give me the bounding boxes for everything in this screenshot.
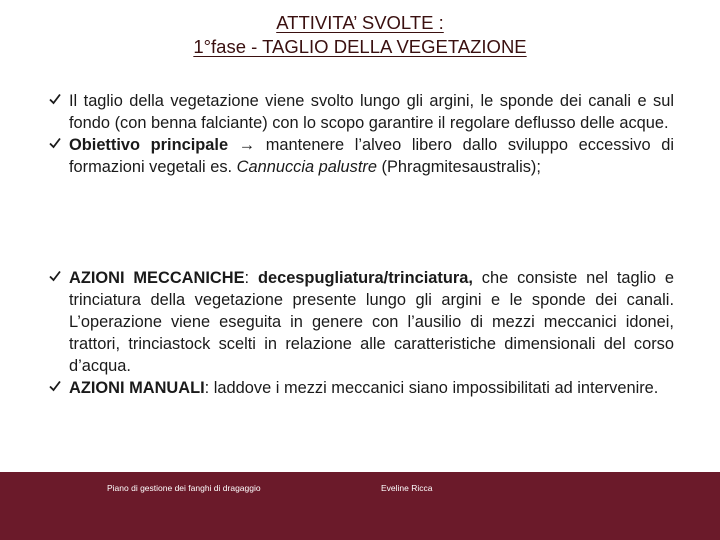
check-icon <box>48 134 64 156</box>
bullet-text: che consiste nel taglio e trinciatura della vegetazione presente lungo gli argini e le sponde dei canali. L’operazione viene eseguita in genere con l’ausilio di mezzi meccanici idonei, trattori, trinciastock scelti in relazione alle caratteristiche dimensionali del corso d’acqua. <box>69 269 674 375</box>
check-icon <box>48 267 64 289</box>
bullet-bold: decespugliatura/trinciatura, <box>257 269 473 287</box>
bullet-item <box>48 267 674 377</box>
bullet-item <box>48 90 674 134</box>
footer-left-text: Piano di gestione dei fanghi di dragaggio <box>107 483 261 493</box>
title-line-1: ATTIVITA’ SVOLTE : <box>276 12 444 33</box>
slide-title <box>0 11 720 59</box>
bullet-italic: Cannuccia palustre <box>236 158 377 176</box>
bullet-separator: : <box>244 269 250 287</box>
bullet-text: (Phragmitesaustralis); <box>381 158 541 176</box>
bullet-item <box>48 377 674 399</box>
footer-right-text: Eveline Ricca <box>381 483 433 493</box>
bullet-item <box>48 134 674 178</box>
bullet-text: : laddove i mezzi meccanici siano impossibilitati ad intervenire. <box>204 379 659 397</box>
bullet-bold: AZIONI MANUALI <box>69 379 205 397</box>
bullet-group-1 <box>48 90 674 178</box>
bullet-bold: AZIONI MECCANICHE <box>69 269 245 287</box>
arrow-icon: → <box>238 136 256 154</box>
bullet-text: mantenere l’alveo libero dallo sviluppo eccessivo di formazioni vegetali es. <box>69 136 674 176</box>
bullet-text: Il taglio della vegetazione viene svolto lungo gli argini, le sponde dei canali e sul fondo (con benna falciante) con lo scopo garantire il regolare deflusso delle acque. <box>69 92 674 132</box>
bullet-group-2 <box>48 267 674 399</box>
bullet-bold: Obiettivo principale <box>69 136 229 154</box>
title-line-2: 1°fase - TAGLIO DELLA VEGETAZIONE <box>193 36 527 57</box>
check-icon <box>48 377 64 399</box>
check-icon <box>48 90 64 112</box>
